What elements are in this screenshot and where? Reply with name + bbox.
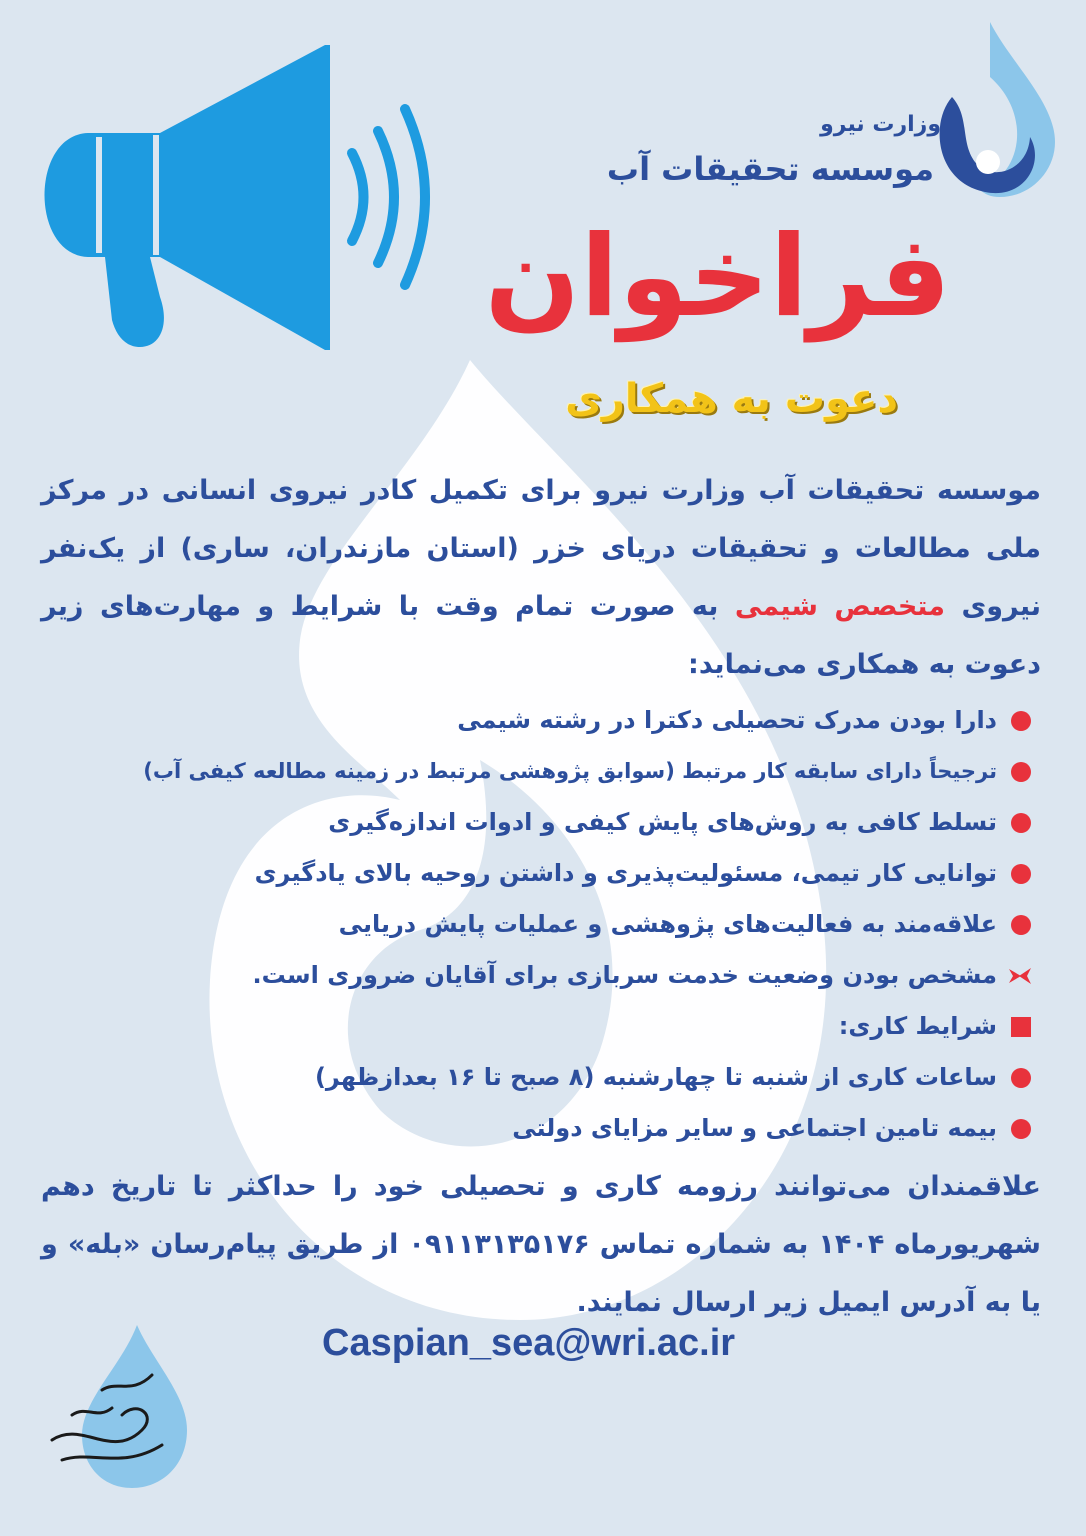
institute-name: موسسه تحقیقات آب [606,150,934,188]
calligraphy-logo [42,1320,192,1490]
work-condition-item: بیمه تامین اجتماعی و سایر مزایای دولتی [31,1103,1031,1154]
bullet-dot [1011,1068,1031,1088]
requirement-item: ترجیحاً دارای سابقه کار مرتبط (سوابق پژوهشی مرتبط در زمینه مطالعه کیفی آب) [31,746,1031,797]
requirement-item: تسلط کافی به روش‌های پایش کیفی و ادوات اندازه‌گیری [31,797,1031,848]
military-note: مشخص بودن وضعیت خدمت سربازی برای آقایان ضروری است. [31,950,1031,1001]
bullet-dot [1011,813,1031,833]
bullet-dot [1011,1119,1031,1139]
bullet-dot [1011,711,1031,731]
bullet-dot [1011,915,1031,935]
work-condition-item: ساعات کاری از شنبه تا چهارشنبه (۸ صبح تا ۱۶ بعدازظهر) [31,1052,1031,1103]
intro-text-before: موسسه تحقیقات آب وزارت نیرو برای تکمیل کادر نیروی انسانی در مرکز ملی مطالعات و تحقیقات دریای خزر (استان مازندران، ساری) از یک‌نفر نیروی [41,475,1041,622]
ministry-name: وزارت نیرو [820,112,941,137]
requirement-item: دارا بودن مدرک تحصیلی دکترا در رشته شیمی [31,695,1031,746]
headline: فراخوان [484,212,951,342]
requirement-item: توانایی کار تیمی، مسئولیت‌پذیری و داشتن روحیه بالای یادگیری [31,848,1031,899]
closing-paragraph: علاقمندان می‌توانند رزومه کاری و تحصیلی خود را حداکثر تا تاریخ دهم شهریورماه ۱۴۰۴ به شماره تماس ۰۹۱۱۳۱۳۵۱۷۶ از طریق پیام‌رسان «بله» و یا به آدرس ایمیل زیر ارسال نمایند. [41,1171,1041,1318]
requirements-list [31,695,1031,1154]
requirement-item: علاقه‌مند به فعالیت‌های پژوهشی و عملیات پایش دریایی [31,899,1031,950]
bullet-arrow [1009,965,1031,987]
bullet-dot [1011,762,1031,782]
megaphone-icon [30,35,470,365]
email-address[interactable]: Caspian_sea@wri.ac.ir [322,1322,736,1364]
work-conditions-title: شرایط کاری: [31,1001,1031,1052]
water-drop-logo [930,22,1060,202]
bullet-square [1011,1017,1031,1037]
intro-text-after: به صورت تمام وقت با شرایط و مهارت‌های زیر دعوت به همکاری می‌نماید: [41,591,1041,680]
subheadline: دعوت به همکاری [565,376,898,422]
intro-paragraph [41,462,1041,694]
bullet-dot [1011,864,1031,884]
intro-highlight: متخصص شیمی [734,591,946,622]
